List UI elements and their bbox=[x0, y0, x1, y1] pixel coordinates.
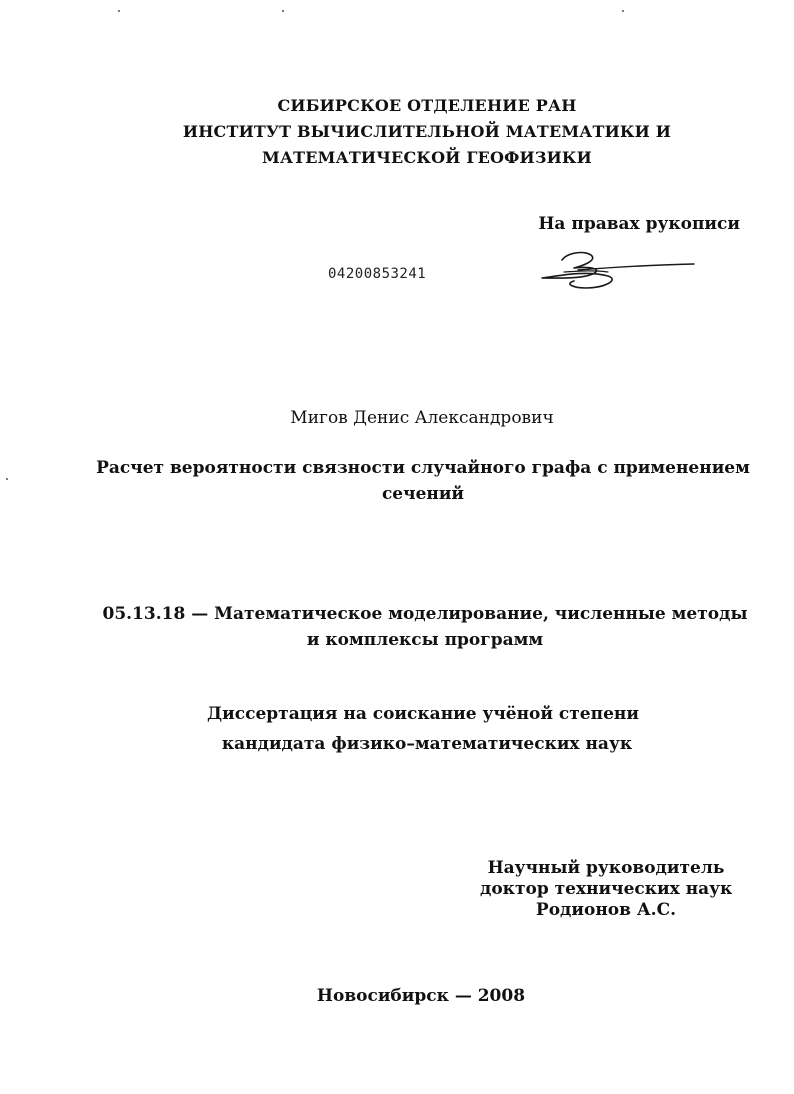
degree-line-1: Диссертация на соискание учёной степени bbox=[207, 704, 639, 724]
thesis-title-line-2: сечений bbox=[381, 484, 465, 504]
organization-line-2: ИНСТИТУТ ВЫЧИСЛИТЕЛЬНОЙ МАТЕМАТИКИ И bbox=[182, 122, 672, 141]
scan-speck bbox=[622, 10, 624, 12]
signature-icon bbox=[534, 248, 698, 296]
scan-speck bbox=[282, 10, 284, 12]
document-code: 04200853241 bbox=[328, 266, 427, 282]
specialty-line-2: и комплексы программ bbox=[306, 630, 544, 650]
city-year: Новосибирск — 2008 bbox=[316, 986, 526, 1006]
specialty-line-1: 05.13.18 — Математическое моделирование, численные методы bbox=[102, 604, 748, 624]
organization-line-3: МАТЕМАТИЧЕСКОЙ ГЕОФИЗИКИ bbox=[262, 148, 592, 167]
scan-speck bbox=[118, 10, 120, 12]
organization-line-1: СИБИРСКОЕ ОТДЕЛЕНИЕ РАН bbox=[277, 96, 577, 115]
degree-line-2: кандидата физико–математических наук bbox=[221, 734, 633, 754]
author-name: Мигов Денис Александрович bbox=[290, 408, 554, 428]
supervisor-role: Научный руководитель bbox=[487, 858, 725, 878]
rights-note: На правах рукописи bbox=[538, 214, 740, 234]
supervisor-name: Родионов А.С. bbox=[535, 900, 677, 920]
supervisor-degree: доктор технических наук bbox=[480, 879, 733, 899]
thesis-title-line-1: Расчет вероятности связности случайного графа с применением bbox=[96, 458, 750, 478]
scan-speck bbox=[6, 478, 8, 480]
